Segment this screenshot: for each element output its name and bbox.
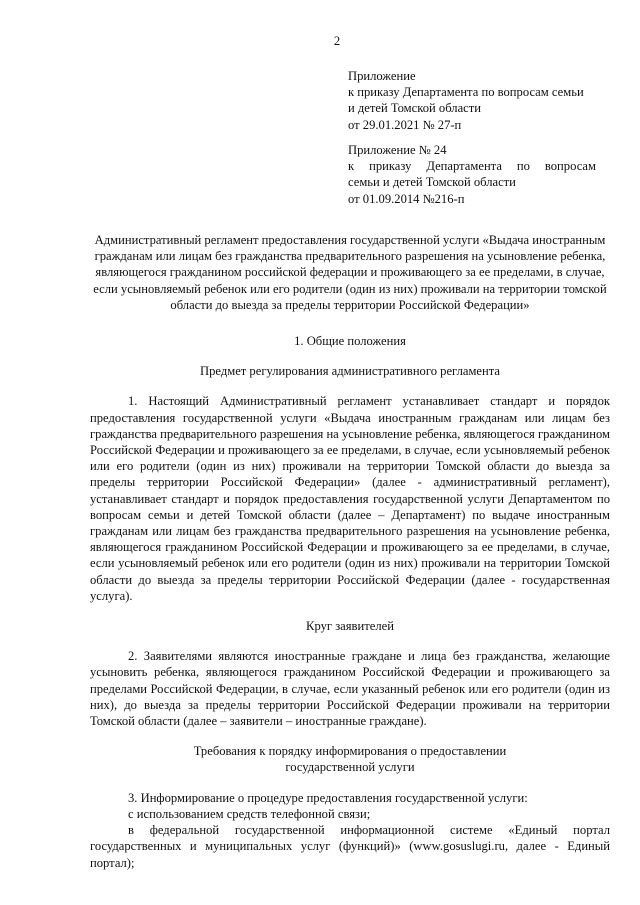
- appendix-order-ref: к приказу Департамента по вопросам: [348, 159, 596, 174]
- heading-line: Требования к порядку информирования о предоставлении: [193, 744, 507, 759]
- appendix-date-number: от 01.09.2014 №216-п: [348, 191, 465, 206]
- heading-line: государственной услуги: [285, 760, 415, 775]
- subsection-heading-applicants: Круг заявителей: [306, 619, 394, 634]
- section-heading-general: 1. Общие положения: [294, 334, 406, 349]
- paragraph-2: 2. Заявителями являются иностранные граждане и лица без гражданства, желающие усыновить ребенка, являющегося гражданином Российской Федерации и проживающего за пределами Российской Федерации, в случае, если указанный ребенок или его родители (один из них), до выезда за пределы территории Российской Федерации проживали на территории Томской области (далее – заявители – иностранные граждане).: [90, 649, 610, 729]
- paragraph-1: 1. Настоящий Административный регламент устанавливает стандарт и порядок предоставления государственной услуги «Выдача иностранным гражданам или лицам без гражданства предварительного разрешения на усыновление ребенка, являющегося гражданином Российской Федерации и проживающего за ее пределами, в случае, если усыновляемый ребенок или его родители (один из них) проживали на территории Томской области до выезда за пределы территории Российской Федерации» (далее - административный регламент), устанавливает стандарт и порядок предоставления государственной услуги Департаментом по вопросам семьи и детей Томской области (далее – Департамент) по выдаче иностранным гражданам или лицам без гражданства предварительного разрешения на усыновление ребенка, являющегося гражданином Российской Федерации и проживающего за ее пределами, в случае, если усыновляемый ребенок или его родители (один из них) проживали на территории Томской области до выезда за пределы территории Российской Федерации (далее - государственная услуга).: [90, 394, 610, 603]
- appendix-label: Приложение № 24: [348, 143, 447, 157]
- subsection-heading-informing: [90, 743, 610, 775]
- appendix-date-number: от 29.01.2021 № 27-п: [348, 117, 462, 132]
- appendix-order-ref: к приказу Департамента по вопросам семьи: [348, 85, 584, 100]
- subsection-heading-subject: Предмет регулирования административного регламента: [200, 364, 500, 379]
- page-number: 2: [333, 34, 341, 48]
- appendix-block-original: [348, 142, 596, 207]
- list-item-phone: с использованием средств телефонной связи;: [128, 806, 371, 821]
- appendix-block-current: [348, 68, 596, 133]
- appendix-label: Приложение: [348, 69, 416, 83]
- appendix-authority: и детей Томской области: [348, 101, 481, 116]
- document-title: Административный регламент предоставления государственной услуги «Выдача иностранным гражданам или лицам без гражданства предварительного разрешения на усыновление ребенка, являющегося гражданином российской федерации и проживающего за ее пределами, в случае, если усыновляемый ребенок или его родители (один из них) проживали на территории томской области до выезда за пределы территории Российской Федерации»: [93, 233, 607, 312]
- appendix-authority: семьи и детей Томской области: [348, 175, 516, 190]
- list-item-portal: в федеральной государственной информационной системе «Единый портал государственных и муниципальных услуг (функций)» (www.gosuslugi.ru, далее - Единый портал);: [90, 823, 610, 870]
- paragraph-3: 3. Информирование о процедуре предоставления государственной услуги:: [128, 790, 528, 805]
- document-body: [90, 232, 610, 871]
